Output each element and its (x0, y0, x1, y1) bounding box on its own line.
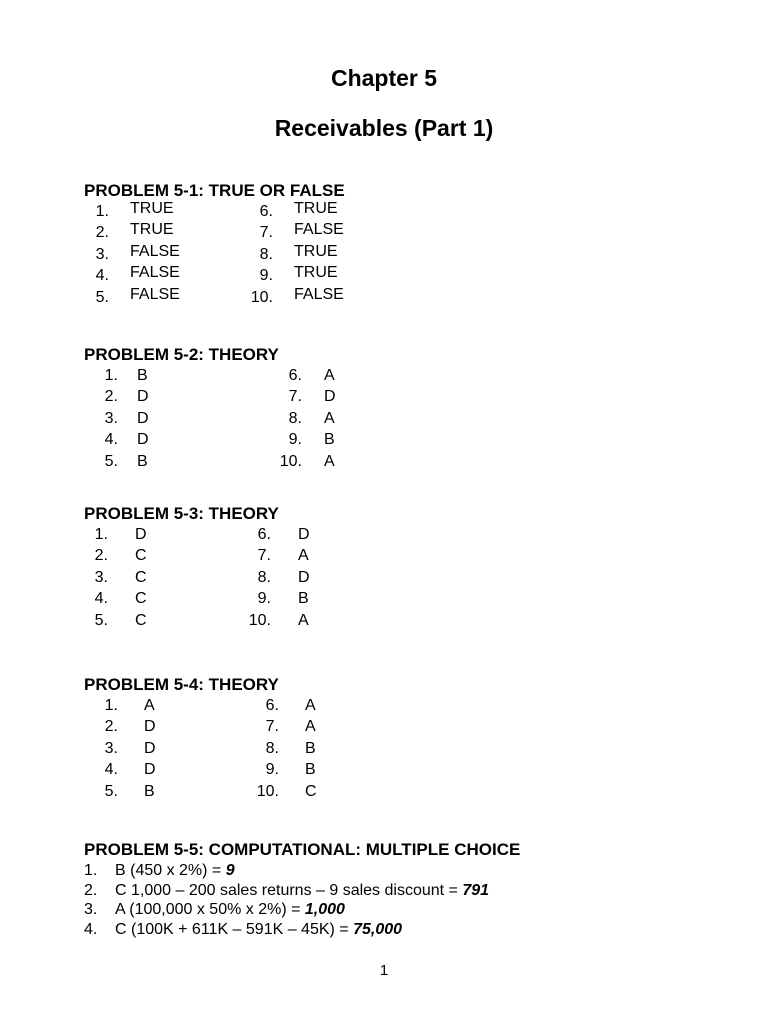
item-answer: TRUE (294, 242, 338, 260)
item-number: 10. (279, 452, 302, 470)
item-number: 10. (250, 288, 273, 306)
answer-row (84, 201, 704, 222)
item-number: 7. (257, 547, 271, 565)
item-number: 3. (95, 245, 109, 263)
item-answer: FALSE (130, 242, 180, 260)
item-number: 2. (84, 881, 98, 899)
item-answer: D (324, 388, 336, 406)
item-answer: B (137, 452, 148, 470)
item-answer: B (305, 739, 316, 757)
answer-row (84, 545, 704, 566)
item-number: 8. (288, 409, 302, 427)
item-answer: TRUE (130, 200, 174, 217)
item-answer: D (135, 526, 147, 543)
item-answer: A (305, 697, 316, 714)
computation-item (84, 861, 704, 881)
problem-5-3-title: PROBLEM 5-3: THEORY (84, 504, 279, 523)
item-number: 4. (94, 590, 108, 608)
answer-row (84, 610, 704, 631)
problem-5-1-title: PROBLEM 5-1: TRUE OR FALSE (84, 181, 345, 200)
computation-text (115, 861, 235, 880)
item-number: 1. (95, 203, 109, 220)
item-number: 3. (94, 568, 108, 586)
item-answer: FALSE (130, 264, 180, 282)
item-number: 2. (95, 224, 109, 242)
problem-5-1-section (84, 181, 704, 308)
problem-5-4-title: PROBLEM 5-4: THEORY (84, 675, 279, 694)
answer-row (84, 365, 704, 386)
chapter-title: Chapter 5 (330, 65, 438, 91)
item-answer: C (135, 590, 147, 608)
problem-5-2-title: PROBLEM 5-2: THEORY (84, 345, 279, 364)
item-answer: C (135, 547, 147, 565)
problem-5-3-answers (84, 524, 704, 631)
problem-5-2-section (84, 345, 704, 472)
problem-5-3-section (84, 504, 704, 631)
item-number: 7. (288, 388, 302, 406)
item-number: 1. (104, 367, 118, 384)
item-number: 9. (257, 590, 271, 608)
answer-row (84, 738, 704, 759)
answer-row (84, 716, 704, 737)
item-answer: D (144, 761, 156, 779)
item-answer: A (298, 547, 309, 565)
item-answer: FALSE (294, 221, 344, 239)
item-number: 8. (259, 245, 273, 263)
item-number: 5. (94, 611, 108, 629)
computation-result: 1,000 (304, 901, 345, 918)
item-number: 10. (256, 782, 279, 800)
item-number: 3. (84, 901, 98, 918)
computation-formula: C 1,000 – 200 sales returns – 9 sales discount = (115, 881, 463, 899)
item-number: 4. (84, 920, 98, 938)
item-answer: D (137, 388, 149, 406)
item-number: 5. (104, 452, 118, 470)
answer-row (84, 781, 704, 802)
item-answer: B (298, 590, 309, 608)
item-answer: A (305, 718, 316, 736)
item-answer: C (305, 782, 317, 800)
answer-row (84, 287, 704, 308)
item-answer: A (144, 697, 155, 714)
item-number: 10. (248, 611, 271, 629)
problem-5-5-answers (84, 861, 704, 939)
item-answer: TRUE (294, 200, 338, 217)
item-number: 6. (257, 526, 271, 543)
item-number: 9. (265, 761, 279, 779)
item-answer: C (135, 611, 147, 629)
item-number: 2. (94, 547, 108, 565)
item-number: 4. (104, 431, 118, 449)
item-number: 2. (104, 718, 118, 736)
answer-row (84, 386, 704, 407)
item-number: 2. (104, 388, 118, 406)
item-number: 4. (95, 267, 109, 285)
item-number: 3. (104, 409, 118, 427)
computation-item (84, 881, 704, 901)
computation-text (115, 900, 345, 919)
chapter-subtitle: Receivables (Part 1) (274, 115, 494, 141)
problem-5-1-answers (84, 201, 704, 308)
item-number: 1. (104, 697, 118, 714)
problem-5-4-answers (84, 695, 704, 802)
item-number: 9. (259, 267, 273, 285)
item-number: 5. (104, 782, 118, 800)
item-answer: D (144, 739, 156, 757)
item-answer: TRUE (130, 221, 174, 239)
problem-5-5-title: PROBLEM 5-5: COMPUTATIONAL: MULTIPLE CHOICE (84, 840, 521, 859)
item-number: 5. (95, 288, 109, 306)
computation-formula: B (450 x 2%) = (115, 862, 226, 879)
item-number: 6. (265, 697, 279, 714)
item-answer: A (324, 409, 335, 427)
item-number: 6. (288, 367, 302, 384)
item-answer: A (324, 452, 335, 470)
item-number: 8. (265, 739, 279, 757)
computation-text (115, 881, 489, 900)
computation-result: 791 (462, 881, 490, 899)
answer-row (84, 695, 704, 716)
computation-item (84, 920, 704, 940)
item-number: 1. (94, 526, 108, 543)
item-answer: D (137, 431, 149, 449)
item-answer: FALSE (130, 285, 180, 303)
answer-row (84, 759, 704, 780)
computation-text (115, 920, 402, 939)
item-answer: B (137, 367, 148, 384)
item-answer: TRUE (294, 264, 338, 282)
item-number: 7. (265, 718, 279, 736)
computation-result: 9 (225, 862, 235, 879)
answer-row (84, 408, 704, 429)
answer-row (84, 451, 704, 472)
item-number: 9. (288, 431, 302, 449)
item-answer: A (298, 611, 309, 629)
item-answer: B (305, 761, 316, 779)
answer-row (84, 429, 704, 450)
problem-5-4-section (84, 675, 704, 802)
item-number: 4. (104, 761, 118, 779)
answer-row (84, 524, 704, 545)
computation-item (84, 900, 704, 920)
item-answer: D (298, 526, 310, 543)
item-answer: A (324, 367, 335, 384)
item-answer: D (144, 718, 156, 736)
item-number: 6. (259, 203, 273, 220)
item-answer: FALSE (294, 285, 344, 303)
item-answer: D (298, 568, 310, 586)
computation-result: 75,000 (353, 920, 403, 938)
page-number: 1 (379, 962, 389, 979)
item-number: 8. (257, 568, 271, 586)
item-number: 7. (259, 224, 273, 242)
item-answer: C (135, 568, 147, 586)
item-number: 3. (104, 739, 118, 757)
item-answer: B (324, 431, 335, 449)
answer-row (84, 567, 704, 588)
problem-5-2-answers (84, 365, 704, 472)
computation-formula: C (100K + 611K – 591K – 45K) = (115, 920, 354, 938)
computation-formula: A (100,000 x 50% x 2%) = (115, 901, 305, 918)
answer-row (84, 588, 704, 609)
problem-5-5-section (84, 840, 704, 939)
item-answer: D (137, 409, 149, 427)
item-number: 1. (84, 862, 98, 879)
item-answer: B (144, 782, 155, 800)
